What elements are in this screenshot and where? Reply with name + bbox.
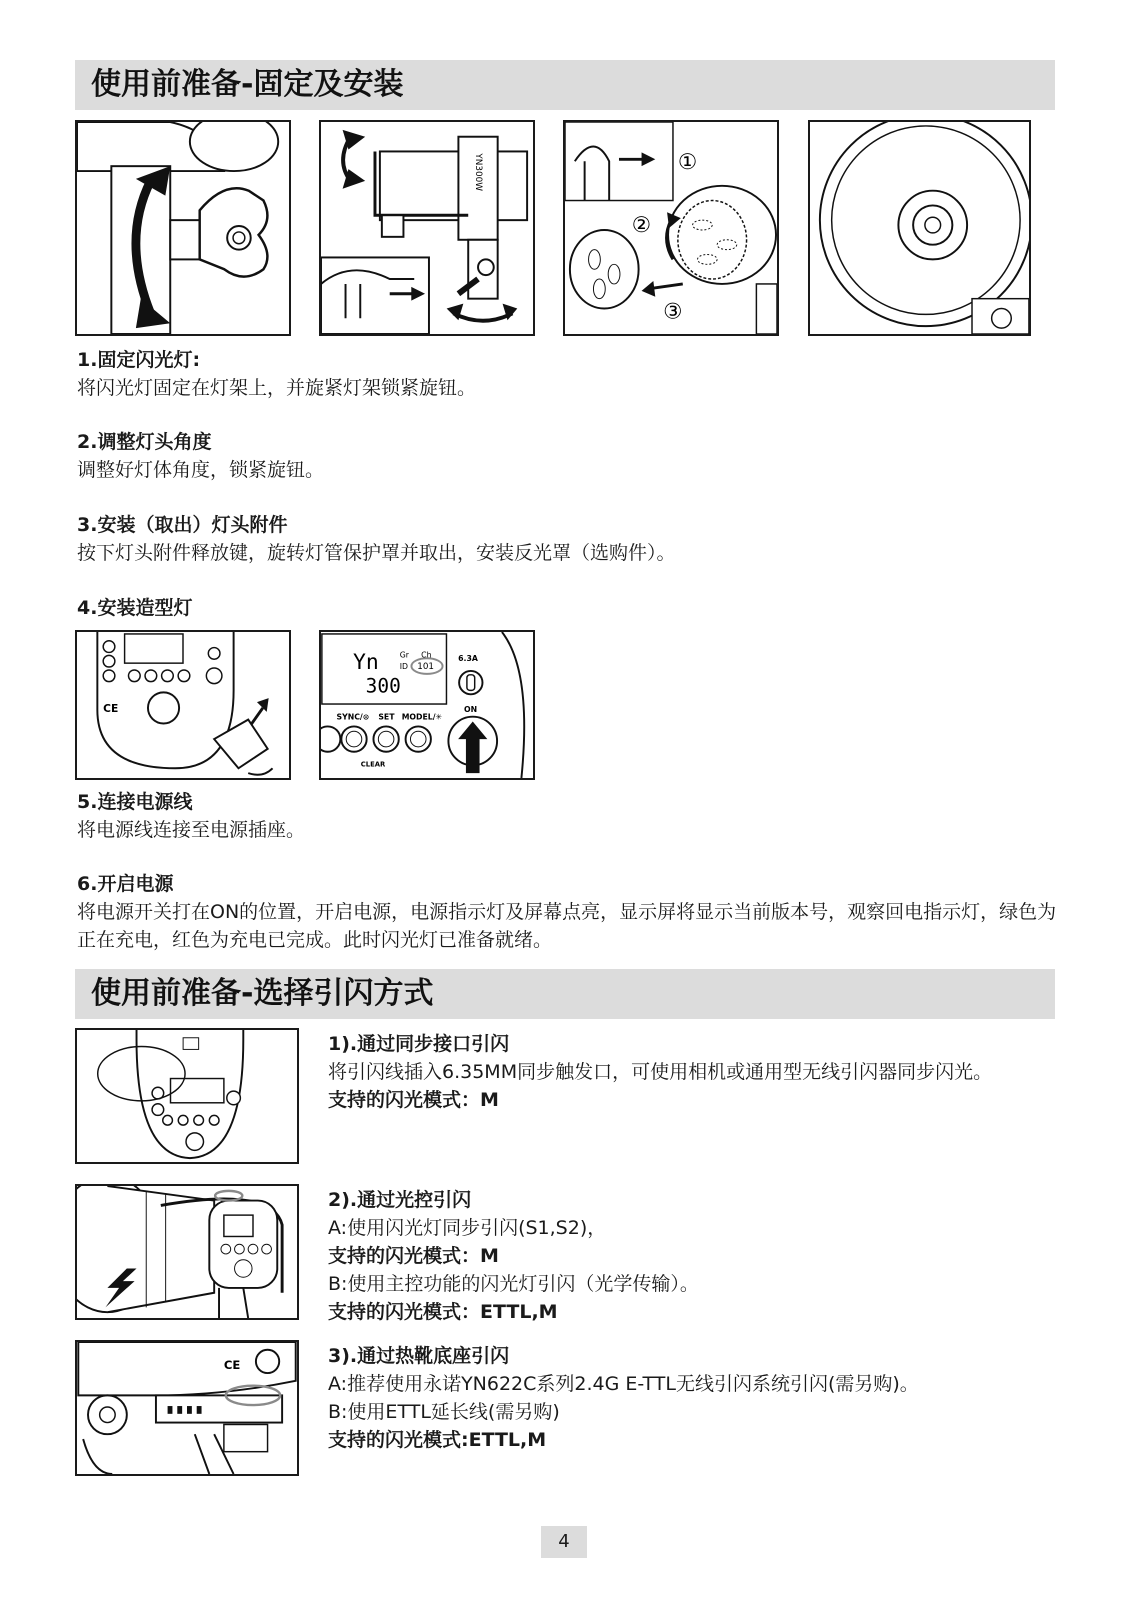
trigger-mode: 支持的闪光模式:ETTL,M xyxy=(328,1429,547,1451)
sync-label: SYNC/⊙ xyxy=(336,712,370,722)
trigger-mode: 支持的闪光模式：ETTL,M xyxy=(328,1301,558,1323)
trigger-method-sync xyxy=(328,1030,1058,1114)
trigger-title: 3).通过热靴底座引闪 xyxy=(328,1345,510,1367)
step-3 xyxy=(77,511,1057,567)
trigger-line: B:使用主控功能的闪光灯引闪（光学传输）。 xyxy=(328,1273,699,1295)
on-label: ON xyxy=(463,704,478,714)
figure-hotshoe-trigger xyxy=(75,1340,299,1476)
figure-fix-to-stand xyxy=(75,120,291,336)
figure-optical-trigger xyxy=(75,1184,299,1320)
step-heading: 5.连接电源线 xyxy=(77,791,193,813)
trigger-line: A:使用闪光灯同步引闪(S1,S2)， xyxy=(328,1217,607,1239)
trigger-line: B:使用ETTL延长线(需另购) xyxy=(328,1401,560,1423)
step-heading: 6.开启电源 xyxy=(77,873,174,895)
step-body: 将电源开关打在ON的位置，开启电源，电源指示灯及屏幕点亮，显示屏将显示当前版本号，观察回电指示灯，绿色为正在充电，红色为充电已完成。此时闪光灯已准备就绪。 xyxy=(77,901,1057,951)
trigger-mode: 支持的闪光模式：M xyxy=(328,1089,499,1111)
trigger-line: A:推荐使用永诺YN622C系列2.4G E-TTL无线引闪系统引闪(需另购)。 xyxy=(328,1373,919,1395)
trigger-mode: 支持的闪光模式：M xyxy=(328,1245,499,1267)
lcd-top: Yn xyxy=(353,649,379,675)
lcd-id-value: 101 xyxy=(417,661,434,672)
set-label: SET xyxy=(378,712,395,722)
lcd-gr: Gr xyxy=(399,650,409,660)
step-body: 将闪光灯固定在灯架上，并旋紧灯架锁紧旋钮。 xyxy=(77,377,477,399)
step-1 xyxy=(77,346,1057,402)
trigger-line: 将引闪线插入6.35MM同步触发口，可使用相机或通用型无线引闪器同步闪光。 xyxy=(328,1061,993,1083)
section-title: 使用前准备-固定及安装 xyxy=(91,67,404,102)
circled-2-label: ② xyxy=(631,212,652,238)
step-heading: 4.安装造型灯 xyxy=(77,597,193,619)
fuse-label: 6.3A xyxy=(458,654,478,664)
section-title: 使用前准备-选择引闪方式 xyxy=(91,976,434,1011)
step-body: 调整好灯体角度，锁紧旋钮。 xyxy=(77,459,325,481)
circled-3-label: ③ xyxy=(663,299,683,325)
step-body: 将电源线连接至电源插座。 xyxy=(77,819,306,841)
figure-install-accessory xyxy=(563,120,779,336)
model-label: MODEL/✳ xyxy=(401,712,443,722)
clear-label: CLEAR xyxy=(360,760,386,769)
step-5 xyxy=(77,788,1057,844)
step-6 xyxy=(77,870,1057,954)
trigger-method-optical xyxy=(328,1186,1058,1326)
section-title-bar-setup xyxy=(75,60,1055,110)
ce-mark: CE xyxy=(223,1358,241,1373)
brand-label: YN300W xyxy=(473,153,484,191)
circled-1-label: ① xyxy=(677,150,698,176)
step-body: 按下灯头附件释放键，旋转灯管保护罩并取出，安装反光罩（选购件）。 xyxy=(77,542,676,564)
trigger-method-hotshoe xyxy=(328,1342,1058,1454)
page-number: 4 xyxy=(541,1526,587,1558)
trigger-title: 1).通过同步接口引闪 xyxy=(328,1033,510,1055)
step-2 xyxy=(77,428,1057,484)
figure-reflector-front xyxy=(808,120,1031,336)
step-heading: 1.固定闪光灯: xyxy=(77,349,201,371)
trigger-title: 2).通过光控引闪 xyxy=(328,1189,472,1211)
step-heading: 3.安装（取出）灯头附件 xyxy=(77,514,288,536)
lcd-ch: Ch xyxy=(421,650,432,660)
figure-sync-port xyxy=(75,1028,299,1164)
step-heading: 2.调整灯头角度 xyxy=(77,431,212,453)
figure-power-cable xyxy=(75,630,291,780)
figure-adjust-angle xyxy=(319,120,535,336)
ce-mark: CE xyxy=(103,701,119,715)
figure-power-on-panel xyxy=(319,630,535,780)
step-4 xyxy=(77,594,1057,622)
lcd-id: ID xyxy=(399,661,409,671)
section-title-bar-trigger xyxy=(75,969,1055,1019)
lcd-bottom: 300 xyxy=(365,674,401,698)
